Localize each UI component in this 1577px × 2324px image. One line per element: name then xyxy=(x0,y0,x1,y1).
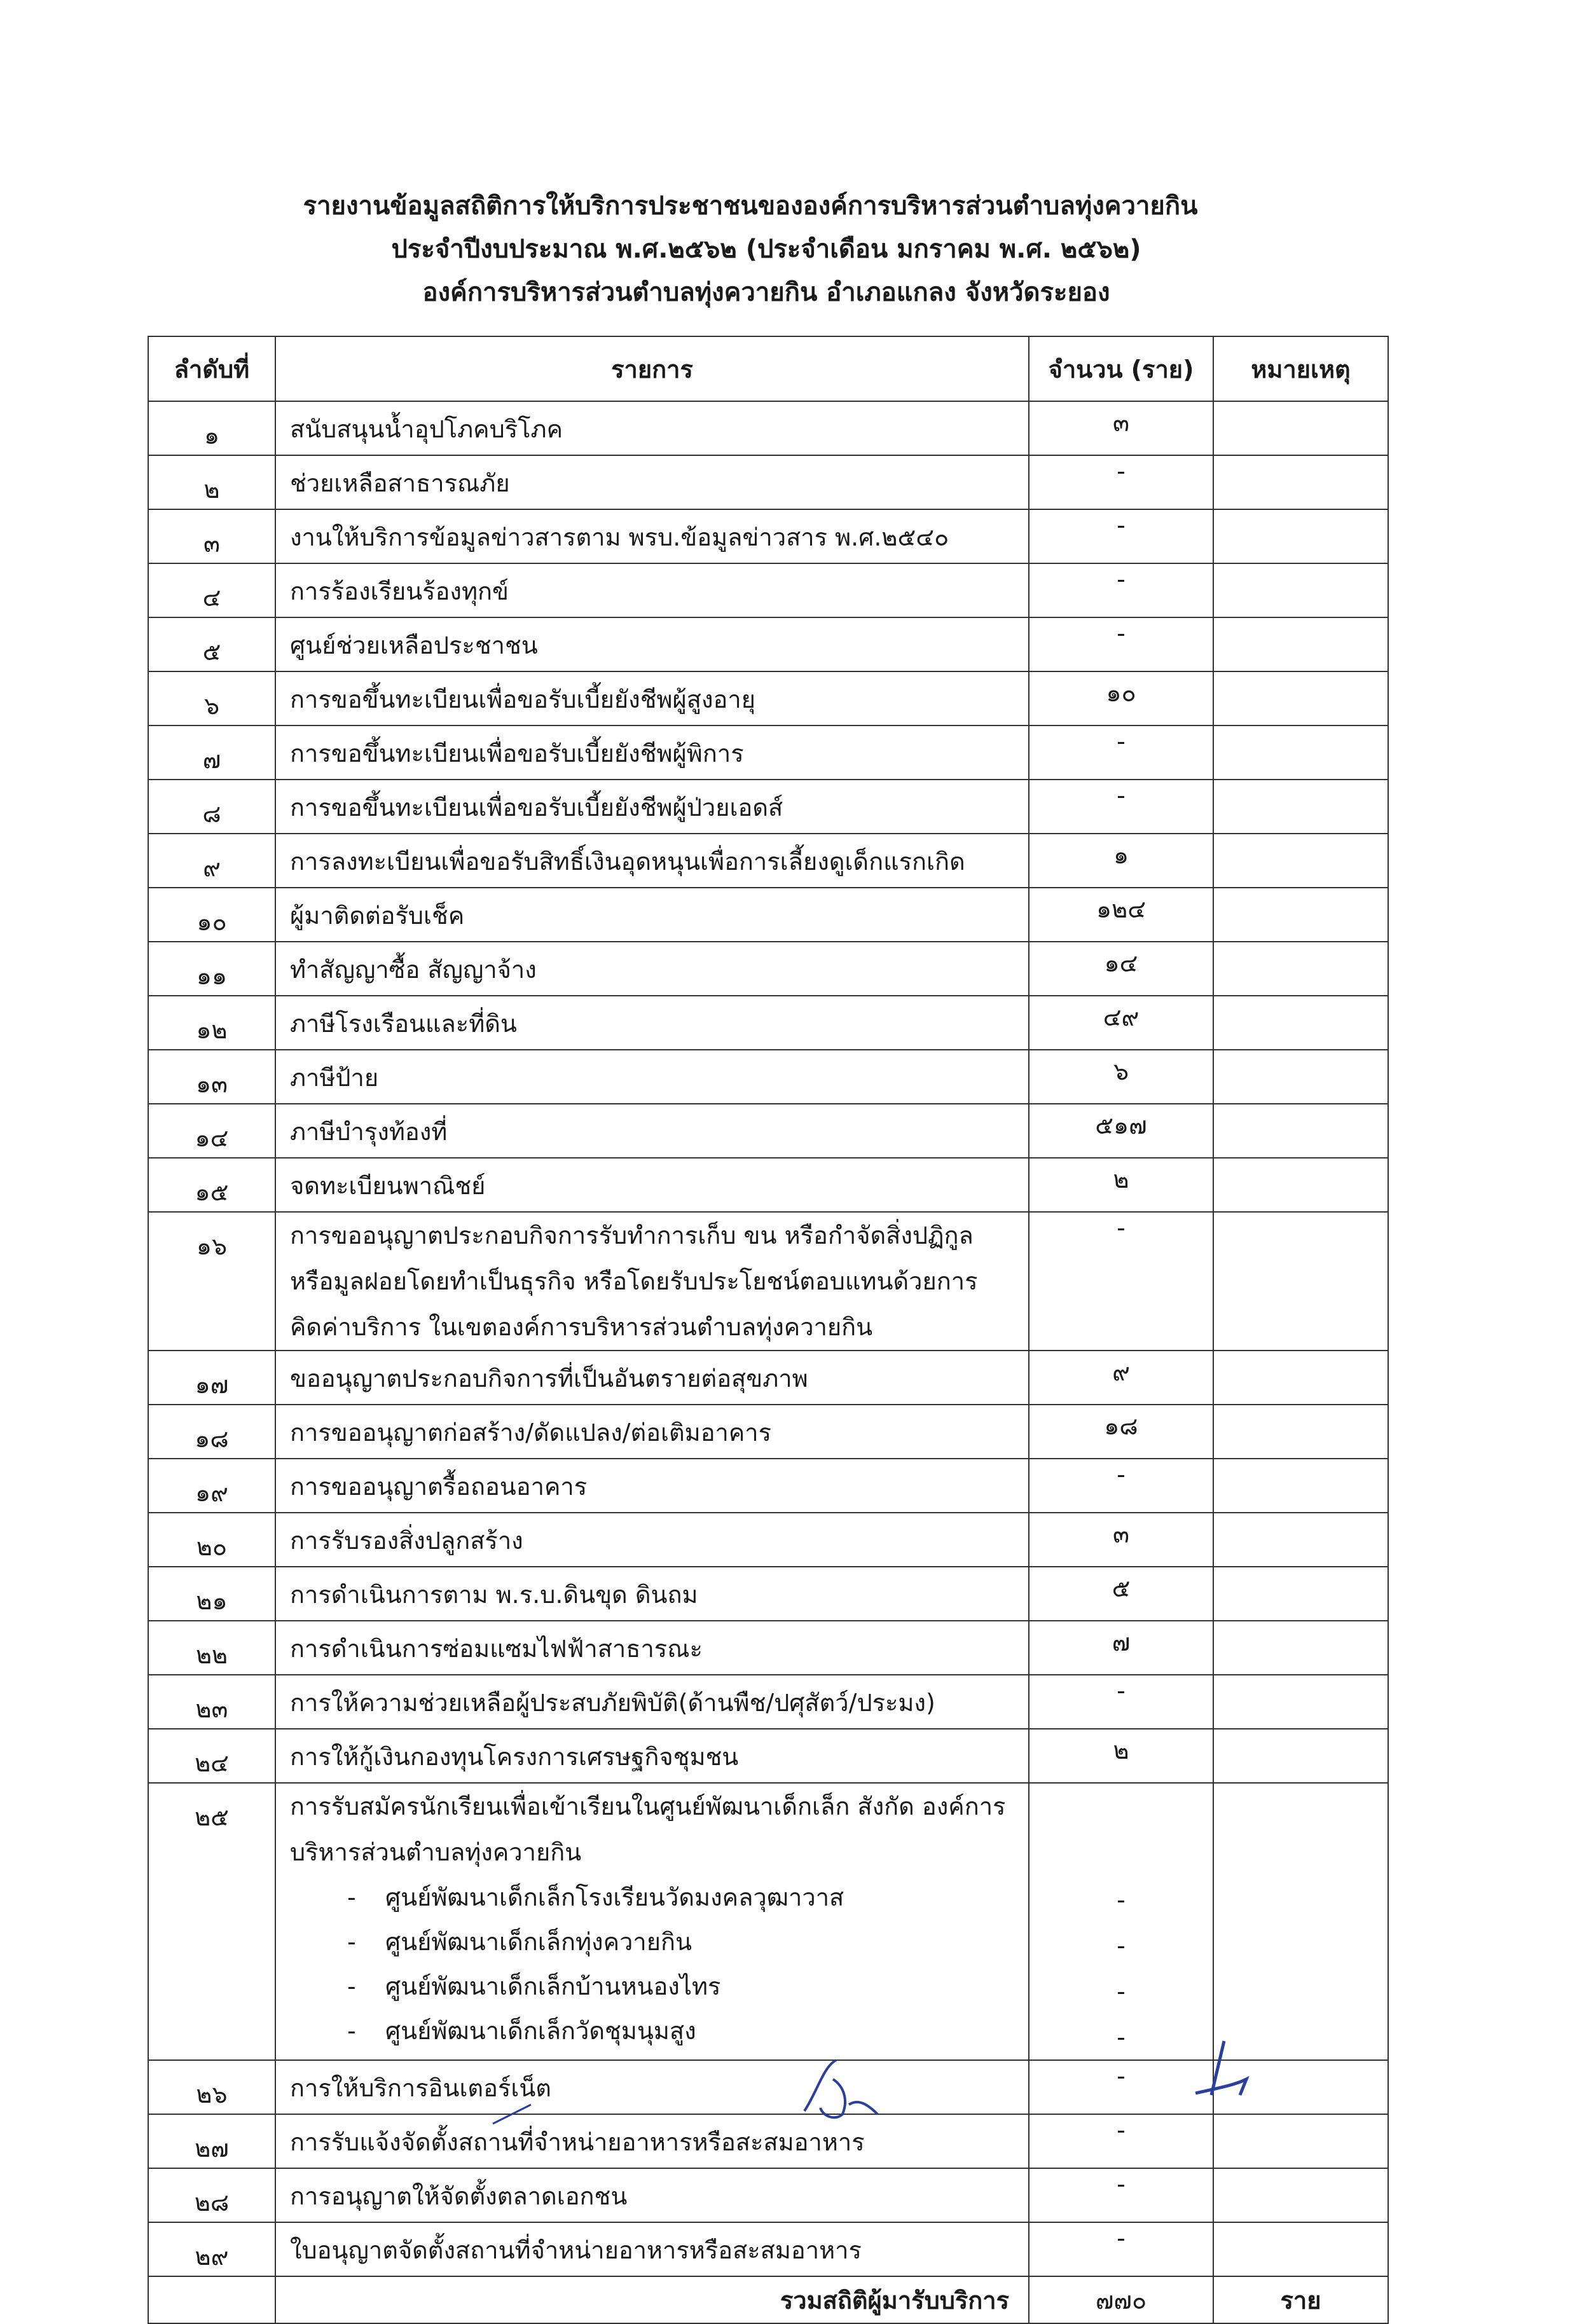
row-count xyxy=(1029,1104,1213,1158)
table-row xyxy=(148,2114,1388,2168)
row-number-text: ๑๒ xyxy=(196,1016,228,1044)
table-row xyxy=(148,834,1388,888)
row-number-text: ๕ xyxy=(202,638,221,666)
row-note xyxy=(1213,2168,1388,2222)
row-item-text: ภาษีโรงเรือนและที่ดิน xyxy=(290,1010,517,1038)
sub-item-dash: - xyxy=(347,2017,356,2045)
row-number-text: ๑ xyxy=(203,422,220,450)
row-item xyxy=(275,1621,1029,1675)
row-count xyxy=(1029,2060,1213,2114)
row-item-line: บริหารส่วนตำบลทุ่งควายกิน xyxy=(290,1838,582,1866)
row-count-text: ๑๒๔ xyxy=(1096,895,1146,923)
row-number xyxy=(148,1513,275,1567)
sub-item-dash: - xyxy=(347,1883,356,1911)
row-note xyxy=(1213,509,1388,563)
row-count-text: - xyxy=(1117,781,1126,809)
row-count-text: ๑๐ xyxy=(1106,679,1136,707)
row-number-text: ๗ xyxy=(202,746,221,774)
table-row xyxy=(148,942,1388,996)
row-item-text: การขอขึ้นทะเบียนเพื่อขอรับเบี้ยยังชีพผู้สูงอายุ xyxy=(290,685,755,713)
table-row xyxy=(148,1212,1388,1351)
row-item xyxy=(275,1158,1029,1212)
row-note xyxy=(1213,455,1388,509)
row-item xyxy=(275,1783,1029,2060)
row-item-text: ขออนุญาตประกอบกิจการที่เป็นอันตรายต่อสุขภาพ xyxy=(290,1365,808,1392)
row-note xyxy=(1213,2222,1388,2276)
row-count-text: - xyxy=(1117,1677,1126,1705)
row-count-text: - xyxy=(1117,2116,1126,2144)
row-number-text: ๒๗ xyxy=(195,2135,229,2162)
row-number xyxy=(148,1783,275,2060)
total-unit: ราย xyxy=(1213,2276,1388,2323)
row-number xyxy=(148,1729,275,1783)
row-item xyxy=(275,996,1029,1050)
row-number-text: ๒๙ xyxy=(195,2243,229,2271)
row-count-text: ๓ xyxy=(1113,1520,1129,1548)
row-item-line: การรับสมัครนักเรียนเพื่อเข้าเรียนในศูนย์พัฒนาเด็กเล็ก สังกัด องค์การ xyxy=(290,1792,1006,1820)
table-row xyxy=(148,401,1388,455)
table-row xyxy=(148,671,1388,725)
row-item-text: ทำสัญญาซื้อ สัญญาจ้าง xyxy=(290,956,537,984)
row-number xyxy=(148,1459,275,1513)
sub-item xyxy=(290,1920,1028,1964)
row-item xyxy=(275,1729,1029,1783)
row-number xyxy=(148,2222,275,2276)
row-number-text: ๒๑ xyxy=(196,1587,228,1615)
initial-mark xyxy=(1189,2035,1253,2105)
column-header-no: ลำดับที่ xyxy=(148,336,275,401)
table-row xyxy=(148,2168,1388,2222)
row-count xyxy=(1029,1459,1213,1513)
row-item xyxy=(275,1567,1029,1621)
row-note xyxy=(1213,996,1388,1050)
row-count-text: - xyxy=(1117,619,1126,647)
total-empty-cell xyxy=(148,2276,275,2323)
table-header-row xyxy=(148,336,1388,401)
row-note xyxy=(1213,1212,1388,1351)
row-number xyxy=(148,2114,275,2168)
table-row xyxy=(148,563,1388,617)
row-item-text: ช่วยเหลือสาธารณภัย xyxy=(290,469,510,497)
row-count-text: ๔๙ xyxy=(1103,1003,1140,1031)
row-item-line: การขออนุญาตประกอบกิจการรับทำการเก็บ ขน หรือกำจัดสิ่งปฏิกูล xyxy=(290,1221,974,1249)
row-item-text: การร้องเรียนร้องทุกข์ xyxy=(290,577,509,605)
statistics-table xyxy=(148,336,1389,2324)
row-item-text: ภาษีป้าย xyxy=(290,1064,379,1092)
row-number xyxy=(148,2168,275,2222)
row-count-text: ๑๔ xyxy=(1104,949,1138,977)
table-row xyxy=(148,1158,1388,1212)
row-count xyxy=(1029,671,1213,725)
row-count xyxy=(1029,1351,1213,1405)
sub-item-count: - xyxy=(1117,1977,1126,2005)
row-count-text: - xyxy=(1117,727,1126,755)
row-number-text: ๑๐ xyxy=(196,908,227,936)
column-header-item: รายการ xyxy=(275,336,1029,401)
row-number-text: ๑๗ xyxy=(195,1371,229,1399)
table-row xyxy=(148,1675,1388,1729)
row-number-text: ๒๓ xyxy=(195,1695,228,1723)
row-count-text: - xyxy=(1117,2224,1126,2252)
row-note xyxy=(1213,1351,1388,1405)
row-count xyxy=(1029,401,1213,455)
row-count-text: ๑ xyxy=(1113,841,1129,869)
table-row xyxy=(148,1405,1388,1459)
row-item-text: การขอขึ้นทะเบียนเพื่อขอรับเบี้ยยังชีพผู้พิการ xyxy=(290,739,744,767)
table-row xyxy=(148,2222,1388,2276)
row-number-text: ๒๒ xyxy=(195,1641,228,1669)
row-item xyxy=(275,617,1029,671)
row-item-text: การให้กู้เงินกองทุนโครงการเศรษฐกิจชุมชน xyxy=(290,1743,739,1771)
row-count xyxy=(1029,2168,1213,2222)
row-number-text: ๔ xyxy=(202,584,221,612)
row-count xyxy=(1029,509,1213,563)
row-number-text: ๑๑ xyxy=(196,962,228,990)
table-row xyxy=(148,1104,1388,1158)
row-item-text: การอนุญาตให้จัดตั้งตลาดเอกชน xyxy=(290,2182,628,2210)
row-note xyxy=(1213,1621,1388,1675)
row-item-text: การให้บริการอินเตอร์เน็ต xyxy=(290,2074,551,2102)
row-count xyxy=(1029,1212,1213,1351)
row-number xyxy=(148,455,275,509)
row-count-text: - xyxy=(1117,457,1126,485)
table-row xyxy=(148,1513,1388,1567)
table-row xyxy=(148,1351,1388,1405)
row-count xyxy=(1029,455,1213,509)
row-count xyxy=(1029,834,1213,888)
row-count-text: - xyxy=(1117,565,1126,593)
row-item-text: การให้ความช่วยเหลือผู้ประสบภัยพิบัติ(ด้านพืช/ปศุสัตว์/ประมง) xyxy=(290,1689,935,1717)
row-number xyxy=(148,617,275,671)
column-header-note: หมายเหตุ xyxy=(1213,336,1388,401)
row-number xyxy=(148,1212,275,1351)
row-item-text: ภาษีบำรุงท้องที่ xyxy=(290,1118,448,1146)
row-note xyxy=(1213,563,1388,617)
row-item xyxy=(275,2114,1029,2168)
row-item xyxy=(275,725,1029,780)
row-number xyxy=(148,2060,275,2114)
row-count xyxy=(1029,942,1213,996)
row-item xyxy=(275,780,1029,834)
sub-item xyxy=(290,1964,1028,2009)
row-item xyxy=(275,455,1029,509)
row-count xyxy=(1029,1783,1213,2060)
row-number xyxy=(148,888,275,942)
row-number-text: ๒๖ xyxy=(196,2080,228,2108)
row-count xyxy=(1029,1675,1213,1729)
row-number-text: ๒๘ xyxy=(194,2189,230,2217)
sub-item-label: ศูนย์พัฒนาเด็กเล็กโรงเรียนวัดมงคลวุฒาวาส xyxy=(385,1883,844,1911)
row-count xyxy=(1029,1158,1213,1212)
row-item-text: การขอขึ้นทะเบียนเพื่อขอรับเบี้ยยังชีพผู้ป่วยเอดส์ xyxy=(290,794,783,822)
row-count-text: ๒ xyxy=(1113,1165,1129,1193)
sub-item xyxy=(290,2009,1028,2053)
row-count-text: ๗ xyxy=(1112,1628,1131,1656)
row-number xyxy=(148,725,275,780)
row-number xyxy=(148,1405,275,1459)
row-item xyxy=(275,1513,1029,1567)
table-row xyxy=(148,1050,1388,1104)
row-count-text: - xyxy=(1117,2170,1126,2198)
row-number-text: ๑๖ xyxy=(196,1232,228,1260)
sub-item-label: ศูนย์พัฒนาเด็กเล็กบ้านหนองไทร xyxy=(385,1972,721,2000)
row-item-text: การรับรองสิ่งปลูกสร้าง xyxy=(290,1527,523,1555)
row-count-text: - xyxy=(1117,2062,1126,2090)
sub-item-dash: - xyxy=(347,1972,356,2000)
row-item xyxy=(275,888,1029,942)
row-number xyxy=(148,834,275,888)
row-count-text: - xyxy=(1117,1214,1126,1242)
row-number xyxy=(148,1351,275,1405)
row-item-text: ศูนย์ช่วยเหลือประชาชน xyxy=(290,631,538,659)
row-number-text: ๒๐ xyxy=(196,1533,228,1561)
row-item xyxy=(275,1459,1029,1513)
row-count xyxy=(1029,1513,1213,1567)
row-note xyxy=(1213,725,1388,780)
row-number-text: ๑๓ xyxy=(195,1070,228,1098)
row-count-text: - xyxy=(1117,1461,1126,1489)
row-item xyxy=(275,1050,1029,1104)
row-note xyxy=(1213,1158,1388,1212)
row-number xyxy=(148,996,275,1050)
row-item xyxy=(275,1675,1029,1729)
row-item-line: หรือมูลฝอยโดยทำเป็นธุรกิจ หรือโดยรับประโยชน์ตอบแทนด้วยการ xyxy=(290,1267,978,1295)
report-title: รายงานข้อมูลสถิติการให้บริการประชาชนขององค์การบริหารส่วนตำบลทุ่งควายกิน xyxy=(303,191,1198,221)
total-value: ๗๗๐ xyxy=(1029,2276,1213,2323)
row-note xyxy=(1213,671,1388,725)
row-number-text: ๘ xyxy=(202,800,221,828)
row-number xyxy=(148,1050,275,1104)
row-note xyxy=(1213,1050,1388,1104)
row-number xyxy=(148,780,275,834)
row-item xyxy=(275,1351,1029,1405)
row-number-text: ๒๔ xyxy=(195,1749,229,1777)
table-row xyxy=(148,1783,1388,2060)
row-number xyxy=(148,563,275,617)
row-note xyxy=(1213,780,1388,834)
table-row xyxy=(148,1567,1388,1621)
table-row xyxy=(148,1729,1388,1783)
sub-item-count: - xyxy=(1117,2023,1126,2051)
row-note xyxy=(1213,1675,1388,1729)
row-item-text: การขออนุญาตก่อสร้าง/ดัดแปลง/ต่อเติมอาคาร xyxy=(290,1419,772,1447)
table-row xyxy=(148,617,1388,671)
row-count-text: ๕๑๗ xyxy=(1095,1111,1147,1139)
row-number-text: ๓ xyxy=(203,530,220,558)
row-count-text: ๖ xyxy=(1113,1057,1129,1085)
row-note xyxy=(1213,1513,1388,1567)
row-number-text: ๖ xyxy=(203,692,220,720)
row-item-text: การขออนุญาตรื้อถอนอาคาร xyxy=(290,1473,588,1501)
row-item-text: จดทะเบียนพาณิชย์ xyxy=(290,1172,486,1200)
table-row xyxy=(148,888,1388,942)
row-number-text: ๒๕ xyxy=(195,1803,229,1831)
table-row xyxy=(148,996,1388,1050)
sub-item-label: ศูนย์พัฒนาเด็กเล็กวัดชุมนุมสูง xyxy=(385,2017,696,2045)
row-number-text: ๑๔ xyxy=(195,1124,229,1152)
report-period: ประจำปีงบประมาณ พ.ศ.๒๕๖๒ (ประจำเดือน มกราคม พ.ศ. ๒๕๖๒) xyxy=(391,235,1141,264)
table-row xyxy=(148,1459,1388,1513)
row-number-text: ๑๙ xyxy=(195,1479,228,1507)
row-number xyxy=(148,671,275,725)
pen-stroke xyxy=(490,2101,534,2127)
row-number-text: ๒ xyxy=(203,476,220,504)
row-item xyxy=(275,2168,1029,2222)
table-row xyxy=(148,780,1388,834)
table-row xyxy=(148,725,1388,780)
row-item-text: การดำเนินการซ่อมแซมไฟฟ้าสาธารณะ xyxy=(290,1635,703,1663)
row-count xyxy=(1029,888,1213,942)
row-note xyxy=(1213,888,1388,942)
row-item-text: การลงทะเบียนเพื่อขอรับสิทธิ์เงินอุดหนุนเพื่อการเลี้ยงดูเด็กแรกเกิด xyxy=(290,848,965,876)
row-number-text: ๙ xyxy=(203,854,221,882)
row-item xyxy=(275,563,1029,617)
row-number xyxy=(148,1675,275,1729)
row-note xyxy=(1213,1783,1388,2060)
row-item xyxy=(275,671,1029,725)
row-item-text: การดำเนินการตาม พ.ร.บ.ดินขุด ดินถม xyxy=(290,1581,698,1609)
row-number-text: ๑๕ xyxy=(195,1178,229,1206)
table-row xyxy=(148,1621,1388,1675)
row-count xyxy=(1029,996,1213,1050)
table-row xyxy=(148,455,1388,509)
row-count xyxy=(1029,1405,1213,1459)
row-item xyxy=(275,1212,1029,1351)
total-label: รวมสถิติผู้มารับบริการ xyxy=(275,2276,1029,2323)
row-count-text: ๕ xyxy=(1112,1574,1131,1602)
row-count xyxy=(1029,2114,1213,2168)
row-number xyxy=(148,1104,275,1158)
row-count xyxy=(1029,780,1213,834)
row-item xyxy=(275,509,1029,563)
sub-item xyxy=(290,1875,1028,1920)
row-note xyxy=(1213,942,1388,996)
row-count xyxy=(1029,1729,1213,1783)
row-note xyxy=(1213,834,1388,888)
row-note xyxy=(1213,617,1388,671)
row-item xyxy=(275,1104,1029,1158)
row-note xyxy=(1213,1104,1388,1158)
row-note xyxy=(1213,401,1388,455)
row-note xyxy=(1213,1729,1388,1783)
sub-item-count: - xyxy=(1117,1886,1126,1914)
row-number xyxy=(148,401,275,455)
row-note xyxy=(1213,1405,1388,1459)
row-item xyxy=(275,2060,1029,2114)
row-count-text: - xyxy=(1117,511,1126,539)
row-item xyxy=(275,942,1029,996)
row-count xyxy=(1029,2222,1213,2276)
row-note xyxy=(1213,1459,1388,1513)
row-count xyxy=(1029,617,1213,671)
row-item xyxy=(275,834,1029,888)
row-item xyxy=(275,401,1029,455)
row-count xyxy=(1029,1050,1213,1104)
row-item-line: คิดค่าบริการ ในเขตองค์การบริหารส่วนตำบลทุ่งควายกิน xyxy=(290,1313,873,1341)
row-count-text: ๙ xyxy=(1112,1358,1130,1386)
row-count-text: ๓ xyxy=(1113,409,1129,437)
signature-mark xyxy=(798,2054,887,2124)
row-item-text: ใบอนุญาตจัดตั้งสถานที่จำหน่ายอาหารหรือสะสมอาหาร xyxy=(290,2236,862,2264)
report-organization: องค์การบริหารส่วนตำบลทุ่งควายกิน อำเภอแกลง จังหวัดระยอง xyxy=(422,278,1110,307)
row-item-text: ผู้มาติดต่อรับเช็ค xyxy=(290,902,465,930)
row-count xyxy=(1029,563,1213,617)
row-number xyxy=(148,1567,275,1621)
row-count xyxy=(1029,1621,1213,1675)
row-count-text: ๒ xyxy=(1113,1736,1129,1764)
total-row xyxy=(148,2276,1388,2323)
row-note xyxy=(1213,1567,1388,1621)
row-number xyxy=(148,1158,275,1212)
row-item-text: สนับสนุนน้ำอุปโภคบริโภค xyxy=(290,415,563,443)
row-item-text: งานให้บริการข้อมูลข่าวสารตาม พรบ.ข้อมูลข่าวสาร พ.ศ.๒๕๔๐ xyxy=(290,523,949,551)
sub-item-label: ศูนย์พัฒนาเด็กเล็กทุ่งควายกิน xyxy=(385,1928,692,1956)
row-count xyxy=(1029,1567,1213,1621)
row-count xyxy=(1029,725,1213,780)
row-item xyxy=(275,2222,1029,2276)
sub-item-dash: - xyxy=(347,1928,356,1956)
row-number xyxy=(148,509,275,563)
row-number-text: ๑๘ xyxy=(195,1425,229,1453)
row-count-text: ๑๘ xyxy=(1104,1412,1138,1440)
row-number xyxy=(148,1621,275,1675)
column-header-count: จำนวน (ราย) xyxy=(1029,336,1213,401)
sub-item-count: - xyxy=(1117,1932,1126,1960)
row-item xyxy=(275,1405,1029,1459)
report-header xyxy=(0,184,1577,314)
row-number xyxy=(148,942,275,996)
row-item-text: การรับแจ้งจัดตั้งสถานที่จำหน่ายอาหารหรือสะสมอาหาร xyxy=(290,2128,865,2156)
table-row xyxy=(148,509,1388,563)
row-note xyxy=(1213,2114,1388,2168)
